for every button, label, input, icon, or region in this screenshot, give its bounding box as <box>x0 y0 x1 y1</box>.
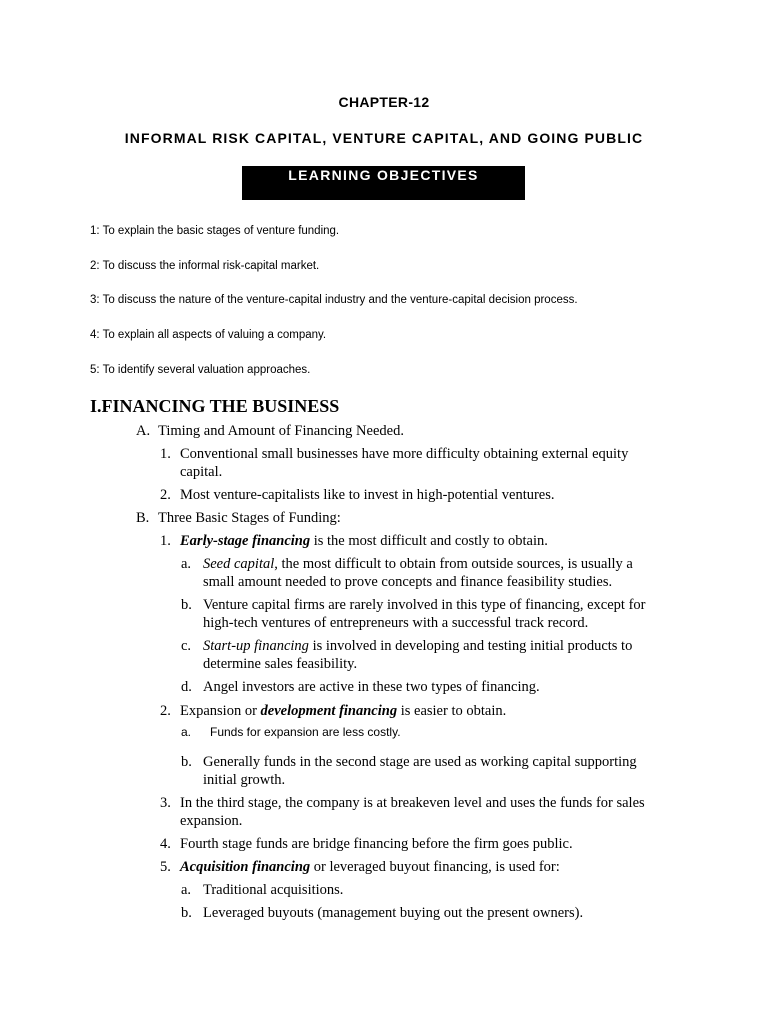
objective-3: 3: To discuss the nature of the venture-capital industry and the venture-capital decision process. <box>90 294 578 306</box>
term-acquisition-financing: Acquisition financing <box>180 859 311 875</box>
outline-item-B1a-rest: , the most difficult to obtain from outside sources, is usually a <box>274 556 633 572</box>
outline-label-B1d: d. <box>181 679 192 695</box>
outline-item-B3-line2: expansion. <box>180 813 243 829</box>
outline-item-B1c-line1 <box>203 637 632 655</box>
outline-item-B5-rest: or leveraged buyout financing, is used for: <box>310 859 560 875</box>
outline-item-B1c-rest: is involved in developing and testing initial products to <box>308 638 633 654</box>
outline-item-B2 <box>180 702 506 720</box>
outline-item-B2b-line1: Generally funds in the second stage are used as working capital supporting <box>203 754 637 770</box>
outline-label-B2a: a. <box>181 725 192 739</box>
outline-label-B2b: b. <box>181 754 192 770</box>
outline-item-B2b-line2: initial growth. <box>203 772 286 788</box>
chapter-title: INFORMAL RISK CAPITAL, VENTURE CAPITAL, AND GOING PUBLIC <box>124 130 644 146</box>
learning-objectives-label: LEARNING OBJECTIVES <box>288 167 479 183</box>
outline-item-B1b-line2: high-tech ventures of entrepreneurs with a successful track record. <box>203 615 589 631</box>
outline-label-B1a: a. <box>181 556 192 572</box>
term-start-up-financing: Start-up financing <box>203 638 309 654</box>
outline-item-B2-rest: is easier to obtain. <box>397 703 507 719</box>
outline-item-A2: Most venture-capitalists like to invest in high-potential ventures. <box>180 487 555 503</box>
outline-item-B5 <box>180 858 560 876</box>
outline-label-A1: 1. <box>160 446 171 462</box>
outline-label-B5b: b. <box>181 905 192 921</box>
outline-label-B: B. <box>136 510 150 526</box>
outline-item-B: Three Basic Stages of Funding: <box>158 510 341 526</box>
outline-label-A: A. <box>136 423 151 439</box>
outline-label-B2: 2. <box>160 703 171 719</box>
objective-4: 4: To explain all aspects of valuing a company. <box>90 329 327 341</box>
outline-label-B1: 1. <box>160 533 171 549</box>
outline-item-B2a: Funds for expansion are less costly. <box>210 725 401 739</box>
outline-item-B3-line1: In the third stage, the company is at breakeven level and uses the funds for sales <box>180 795 645 811</box>
outline-item-B2-pre: Expansion or <box>180 703 261 719</box>
outline-item-B1a-line1 <box>203 555 633 573</box>
term-development-financing: development financing <box>260 703 398 719</box>
outline-label-B1c: c. <box>181 638 192 654</box>
outline-label-B5a: a. <box>181 882 192 898</box>
outline-item-B4: Fourth stage funds are bridge financing before the firm goes public. <box>180 836 573 852</box>
outline-item-B5b: Leveraged buyouts (management buying out the present owners). <box>203 905 584 921</box>
outline-item-B1c-line2: determine sales feasibility. <box>203 656 358 672</box>
outline-item-B1-rest: is the most difficult and costly to obtain. <box>310 533 548 549</box>
outline-item-B1b-line1: Venture capital firms are rarely involved in this type of financing, except for <box>203 597 646 613</box>
outline-item-A1-line1: Conventional small businesses have more difficulty obtaining external equity <box>180 446 629 462</box>
term-early-stage-financing: Early-stage financing <box>180 533 311 549</box>
section-heading: I.FINANCING THE BUSINESS <box>90 396 340 416</box>
outline-label-B1b: b. <box>181 597 192 613</box>
outline-item-B1a-line2: small amount needed to prove concepts and finance feasibility studies. <box>203 574 613 590</box>
objective-5: 5: To identify several valuation approaches. <box>90 364 311 376</box>
outline-item-A1-line2: capital. <box>180 464 223 480</box>
outline-item-B1d: Angel investors are active in these two types of financing. <box>203 679 540 695</box>
outline-item-B1 <box>180 532 548 550</box>
term-seed-capital: Seed capital <box>203 556 275 572</box>
outline-item-B5a: Traditional acquisitions. <box>203 882 344 898</box>
outline-label-A2: 2. <box>160 487 171 503</box>
objective-2: 2: To discuss the informal risk-capital market. <box>90 260 320 272</box>
outline-label-B4: 4. <box>160 836 171 852</box>
objective-1: 1: To explain the basic stages of venture funding. <box>90 225 340 237</box>
outline-label-B5: 5. <box>160 859 171 875</box>
chapter-heading: CHAPTER-12 <box>338 94 430 110</box>
outline-label-B3: 3. <box>160 795 171 811</box>
outline-item-A: Timing and Amount of Financing Needed. <box>158 423 404 439</box>
